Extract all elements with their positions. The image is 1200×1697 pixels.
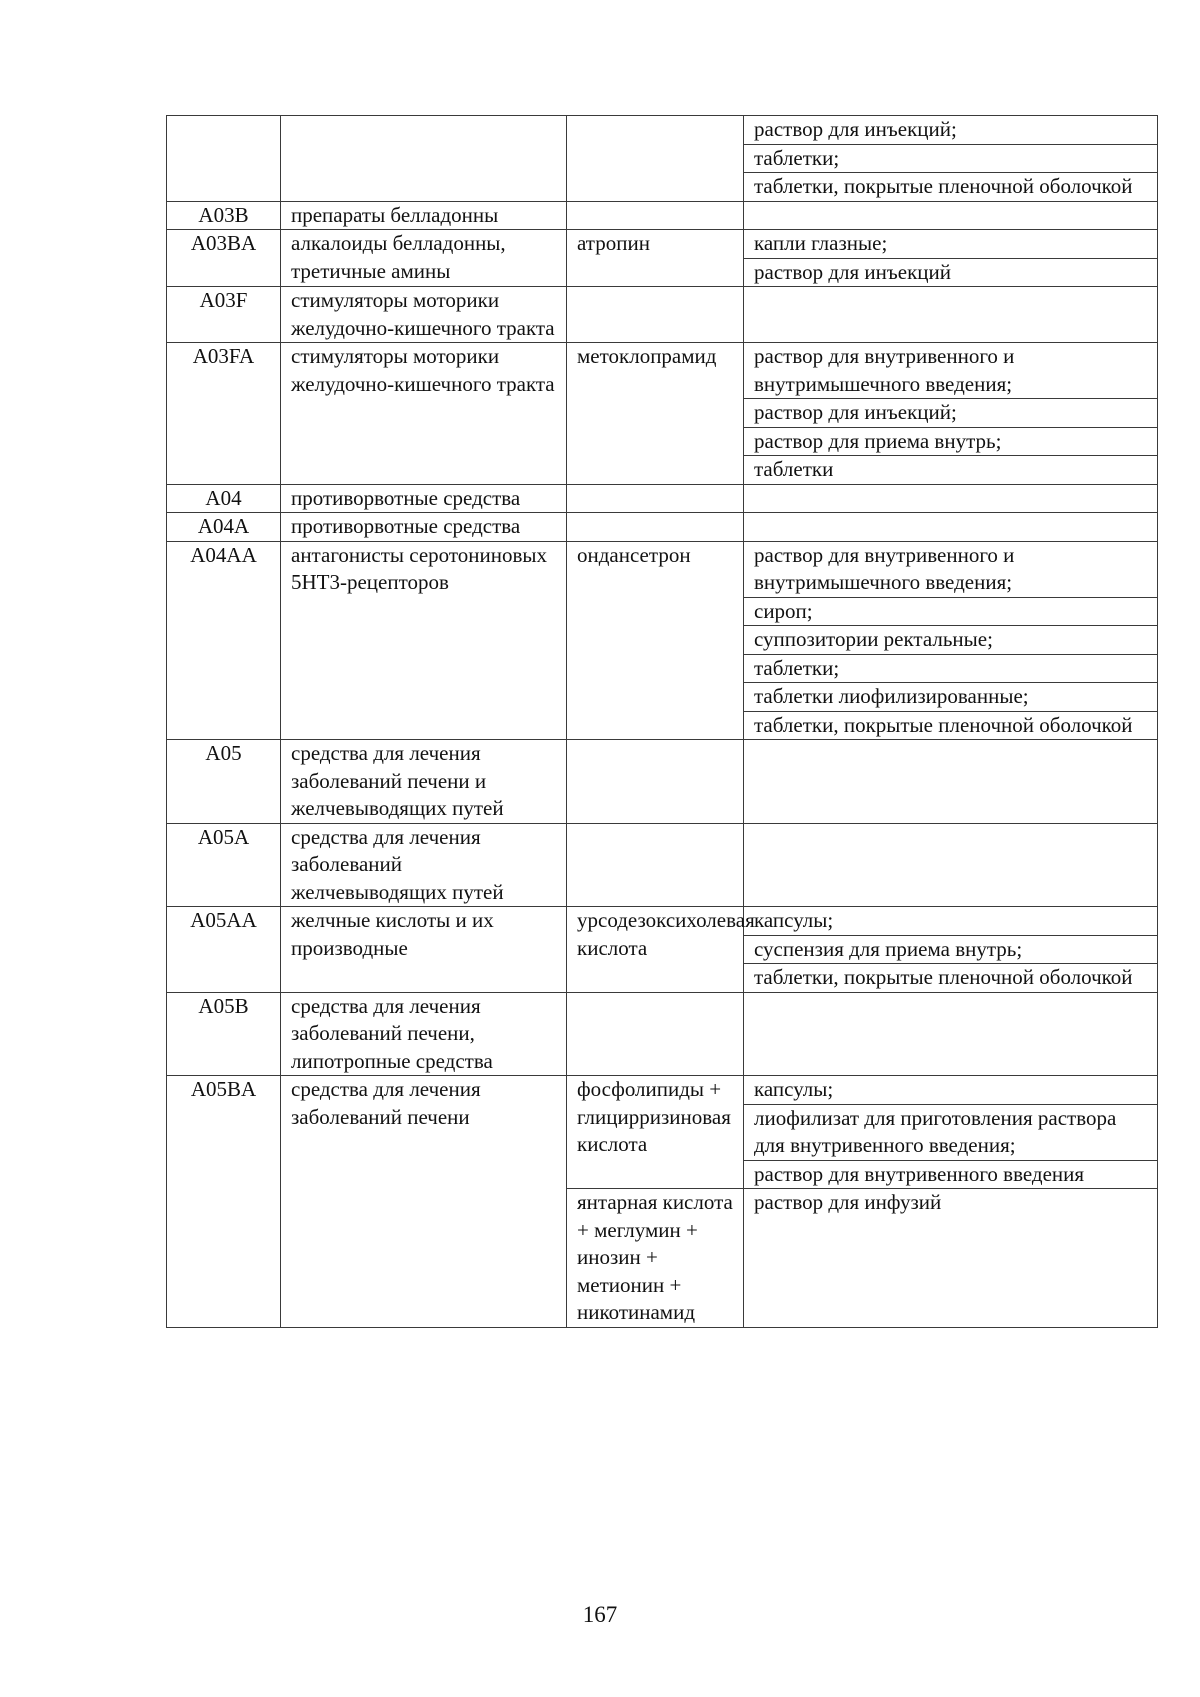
- dosage-forms: [744, 1076, 1158, 1189]
- dosage-forms: [744, 823, 1158, 907]
- dosage-forms: [744, 513, 1158, 542]
- dosage-form: раствор для внутривенного и внутримышечного введения;: [744, 343, 1157, 399]
- table-row: [167, 116, 1158, 202]
- table-row: [167, 201, 1158, 230]
- table-row: [167, 230, 1158, 287]
- inn-name: урсодезоксихолевая кислота: [567, 907, 744, 993]
- dosage-form: раствор для инъекций: [754, 259, 951, 284]
- group-name: алкалоиды белладонны, третичные амины: [281, 230, 567, 287]
- dosage-form: раствор для инъекций;: [744, 116, 1157, 145]
- inn-name: [567, 484, 744, 513]
- dosage-forms: [744, 740, 1158, 824]
- page-number: 167: [582, 1602, 618, 1627]
- dosage-forms: [744, 1189, 1158, 1328]
- atc-code: A03F: [167, 287, 281, 343]
- table-row: [167, 823, 1158, 907]
- table-row: [167, 513, 1158, 542]
- dosage-form: таблетки;: [744, 655, 1157, 684]
- atc-code: A03FA: [167, 343, 281, 485]
- inn-name: фосфолипиды + глицирризиновая кислота: [567, 1076, 744, 1189]
- inn-name: [567, 287, 744, 343]
- atc-code: A04: [167, 484, 281, 513]
- inn-name: [567, 740, 744, 824]
- group-name: противорвотные средства: [281, 513, 567, 542]
- dosage-form: раствор для приема внутрь;: [744, 428, 1157, 457]
- inn-name: [567, 201, 744, 230]
- drug-table: [166, 115, 1157, 1328]
- inn-name: [567, 513, 744, 542]
- group-name: антагонисты серотониновых 5HT3-рецепторов: [281, 541, 567, 740]
- inn-name: метоклопрамид: [567, 343, 744, 485]
- group-name: желчные кислоты и их производные: [281, 907, 567, 993]
- dosage-forms: [744, 541, 1158, 740]
- atc-code: A05AA: [167, 907, 281, 993]
- dosage-form: таблетки, покрытые пленочной оболочкой: [754, 965, 1133, 989]
- table-row: [167, 740, 1158, 824]
- dosage-form: таблетки, покрытые пленочной оболочкой: [754, 174, 1133, 198]
- table-row: [167, 992, 1158, 1076]
- atc-code: A05B: [167, 992, 281, 1076]
- atc-code: A05A: [167, 823, 281, 907]
- table-row: [167, 287, 1158, 343]
- dosage-form: капсулы;: [744, 907, 1157, 936]
- group-name: средства для лечения заболеваний печени: [281, 1076, 567, 1328]
- atc-code: A05: [167, 740, 281, 824]
- dosage-form: суппозитории ректальные;: [744, 626, 1157, 655]
- group-name: стимуляторы моторики желудочно-кишечного тракта: [281, 287, 567, 343]
- inn-name: [567, 116, 744, 202]
- group-name: средства для лечения заболеваний печени, липотропные средства: [281, 992, 567, 1076]
- dosage-form: раствор для инфузий: [754, 1190, 942, 1214]
- atc-code: A03BA: [167, 230, 281, 287]
- table-row: [167, 1076, 1158, 1189]
- dosage-form: таблетки лиофилизированные;: [744, 683, 1157, 712]
- group-name: средства для лечения заболеваний печени и желчевыводящих путей: [281, 740, 567, 824]
- dosage-forms: [744, 230, 1158, 287]
- table-row: [167, 907, 1158, 993]
- dosage-form: капсулы;: [744, 1076, 1157, 1105]
- dosage-form: таблетки: [754, 457, 834, 481]
- dosage-forms: [744, 484, 1158, 513]
- dosage-forms: [744, 116, 1158, 202]
- drug-table-grid: [166, 115, 1158, 1328]
- table-row: [167, 343, 1158, 485]
- inn-name: [567, 823, 744, 907]
- table-row: [167, 484, 1158, 513]
- dosage-forms: [744, 992, 1158, 1076]
- dosage-forms: [744, 343, 1158, 485]
- dosage-form: таблетки;: [744, 145, 1157, 174]
- atc-code: A04A: [167, 513, 281, 542]
- inn-name: янтарная кислота + меглумин + инозин + метионин + никотинамид: [567, 1189, 744, 1328]
- inn-name: ондансетрон: [567, 541, 744, 740]
- group-name: препараты белладонны: [281, 201, 567, 230]
- dosage-forms: [744, 201, 1158, 230]
- dosage-form: раствор для инъекций;: [744, 399, 1157, 428]
- atc-code: A05BA: [167, 1076, 281, 1328]
- group-name: стимуляторы моторики желудочно-кишечного тракта: [281, 343, 567, 485]
- dosage-form: сироп;: [744, 598, 1157, 627]
- atc-code: A03B: [167, 201, 281, 230]
- inn-name: атропин: [567, 230, 744, 287]
- dosage-forms: [744, 287, 1158, 343]
- dosage-form: таблетки, покрытые пленочной оболочкой: [754, 712, 1133, 737]
- table-row: [167, 541, 1158, 740]
- dosage-form: лиофилизат для приготовления раствора для внутривенного введения;: [744, 1105, 1157, 1161]
- dosage-form: раствор для внутривенного и внутримышечного введения;: [744, 542, 1157, 598]
- dosage-form: суспензия для приема внутрь;: [744, 936, 1157, 965]
- group-name: средства для лечения заболеваний желчевыводящих путей: [281, 823, 567, 907]
- dosage-form: капли глазные;: [744, 230, 1157, 259]
- atc-code: [167, 116, 281, 202]
- inn-name: [567, 992, 744, 1076]
- dosage-forms: [744, 907, 1158, 993]
- group-name: противорвотные средства: [281, 484, 567, 513]
- group-name: [281, 116, 567, 202]
- dosage-form: раствор для внутривенного введения: [754, 1161, 1085, 1186]
- atc-code: A04AA: [167, 541, 281, 740]
